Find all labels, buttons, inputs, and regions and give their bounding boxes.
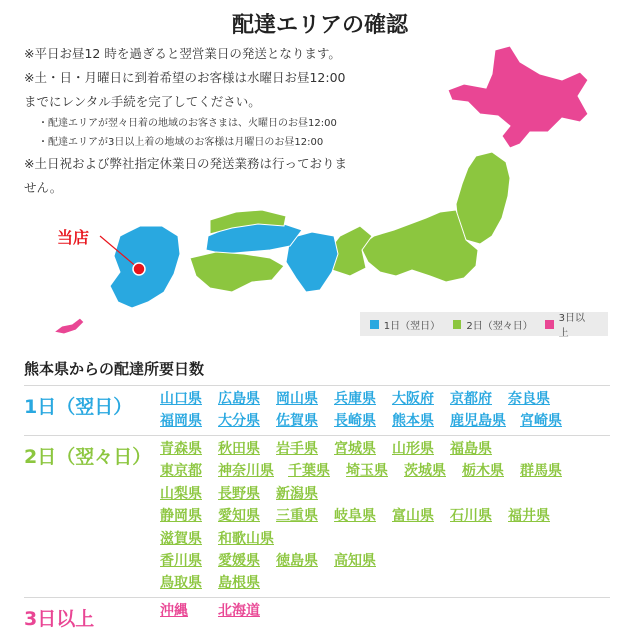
- prefecture-link[interactable]: 大阪府: [392, 391, 434, 407]
- delivery-row-day3: [24, 597, 610, 637]
- prefecture-link[interactable]: 福岡県: [160, 413, 202, 430]
- note-sub-2: ・配達エリアが3日以上着の地域のお客様は月曜日のお昼12:00: [38, 137, 324, 148]
- prefecture-link[interactable]: 石川県: [450, 508, 492, 525]
- prefecture-link[interactable]: 栃木県: [462, 463, 504, 480]
- prefecture-link[interactable]: 和歌山県: [218, 530, 274, 547]
- prefecture-link[interactable]: 長野県: [218, 485, 260, 502]
- prefecture-link[interactable]: 島根県: [218, 575, 260, 592]
- prefecture-link[interactable]: 沖縄: [160, 603, 188, 619]
- prefecture-link[interactable]: 鳥取県: [160, 575, 202, 592]
- prefecture-link[interactable]: 福島県: [450, 441, 492, 457]
- prefecture-link[interactable]: 兵庫県: [334, 391, 376, 407]
- legend-item-day3: [545, 309, 594, 339]
- legend-swatch: [453, 320, 462, 329]
- prefecture-link[interactable]: 愛媛県: [218, 553, 260, 570]
- prefecture-link[interactable]: 新潟県: [276, 485, 318, 502]
- prefecture-link[interactable]: 岡山県: [276, 391, 318, 407]
- legend-label: 3日以上: [558, 313, 586, 339]
- legend-label: 2日（翌々日）: [466, 320, 533, 332]
- prefecture-link[interactable]: 徳島県: [276, 553, 318, 570]
- prefecture-link[interactable]: 宮崎県: [520, 413, 562, 430]
- prefecture-link[interactable]: 滋賀県: [160, 530, 202, 547]
- note-line-1: ※平日お昼12 時を過ぎると翌営業日の発送となります。: [24, 46, 341, 61]
- prefecture-link[interactable]: 山形県: [392, 441, 434, 457]
- prefecture-link[interactable]: 熊本県: [392, 413, 434, 430]
- map-legend: [360, 312, 608, 339]
- prefecture-link[interactable]: 鹿児島県: [450, 413, 506, 430]
- prefecture-link[interactable]: 香川県: [160, 553, 202, 570]
- note-line-5: せん。: [24, 180, 63, 195]
- prefecture-link[interactable]: 岩手県: [276, 441, 318, 457]
- prefecture-link[interactable]: 山口県: [160, 391, 202, 407]
- page-title: 配達エリアの確認: [231, 13, 408, 38]
- prefecture-link[interactable]: 大分県: [218, 413, 260, 430]
- prefecture-link[interactable]: 千葉県: [288, 463, 330, 480]
- shop-marker: [133, 263, 145, 275]
- delivery-row-day2: [24, 435, 610, 597]
- row-label: 1日（翌日）: [24, 396, 133, 418]
- prefecture-list: [160, 600, 620, 622]
- note-line-3: までにレンタル手続を完了してください。: [24, 94, 261, 109]
- shop-label: 当店: [57, 228, 90, 247]
- prefecture-link[interactable]: 秋田県: [218, 441, 260, 457]
- legend-label: 1日（翌日）: [383, 320, 441, 332]
- map-region-okinawa: [54, 318, 84, 334]
- note-line-2: ※土・日・月曜日に到着希望のお客様は水曜日お昼12:00: [24, 70, 346, 85]
- row-label: 2日（翌々日）: [24, 446, 152, 468]
- prefecture-link[interactable]: 東京都: [160, 463, 202, 480]
- prefecture-link[interactable]: 奈良県: [508, 391, 550, 407]
- prefecture-link[interactable]: 佐賀県: [276, 413, 318, 430]
- row-label: 3日以上: [24, 608, 95, 630]
- prefecture-link[interactable]: 京都府: [450, 391, 492, 407]
- prefecture-list: [160, 438, 620, 595]
- delivery-row-day1: [24, 385, 610, 435]
- prefecture-link[interactable]: 群馬県: [520, 463, 562, 480]
- legend-item-day2: [453, 317, 531, 332]
- prefecture-link[interactable]: 静岡県: [160, 508, 202, 525]
- note-sub-1: ・配達エリアが翌々日着の地域のお客さまは、火曜日のお昼12:00: [38, 118, 337, 129]
- prefecture-link[interactable]: 神奈川県: [218, 463, 274, 480]
- prefecture-link[interactable]: 茨城県: [404, 463, 446, 480]
- prefecture-link[interactable]: 埼玉県: [346, 463, 388, 480]
- prefecture-link[interactable]: 宮城県: [334, 441, 376, 457]
- prefecture-link[interactable]: 長崎県: [334, 413, 376, 430]
- prefecture-link[interactable]: 北海道: [218, 603, 260, 619]
- prefecture-link[interactable]: 岐阜県: [334, 508, 376, 525]
- map-region-tohoku: [456, 152, 510, 244]
- legend-swatch: [370, 320, 379, 329]
- section-title: 熊本県からの配達所要日数: [24, 360, 205, 378]
- prefecture-list: [160, 388, 620, 433]
- map-region-shikoku: [190, 252, 284, 292]
- prefecture-link[interactable]: 高知県: [334, 553, 376, 570]
- prefecture-link[interactable]: 山梨県: [160, 485, 202, 502]
- shipping-notes: [24, 42, 404, 200]
- prefecture-link[interactable]: 広島県: [218, 391, 260, 407]
- prefecture-link[interactable]: 三重県: [276, 508, 318, 525]
- prefecture-link[interactable]: 青森県: [160, 441, 202, 457]
- map-region-hokkaido: [448, 46, 588, 148]
- legend-item-day1: [370, 317, 439, 332]
- prefecture-link[interactable]: 愛知県: [218, 508, 260, 525]
- prefecture-link[interactable]: 福井県: [508, 508, 550, 525]
- prefecture-link[interactable]: 富山県: [392, 508, 434, 525]
- legend-swatch: [545, 320, 554, 329]
- note-line-4: ※土日祝および弊社指定休業日の発送業務は行っておりま: [24, 156, 347, 171]
